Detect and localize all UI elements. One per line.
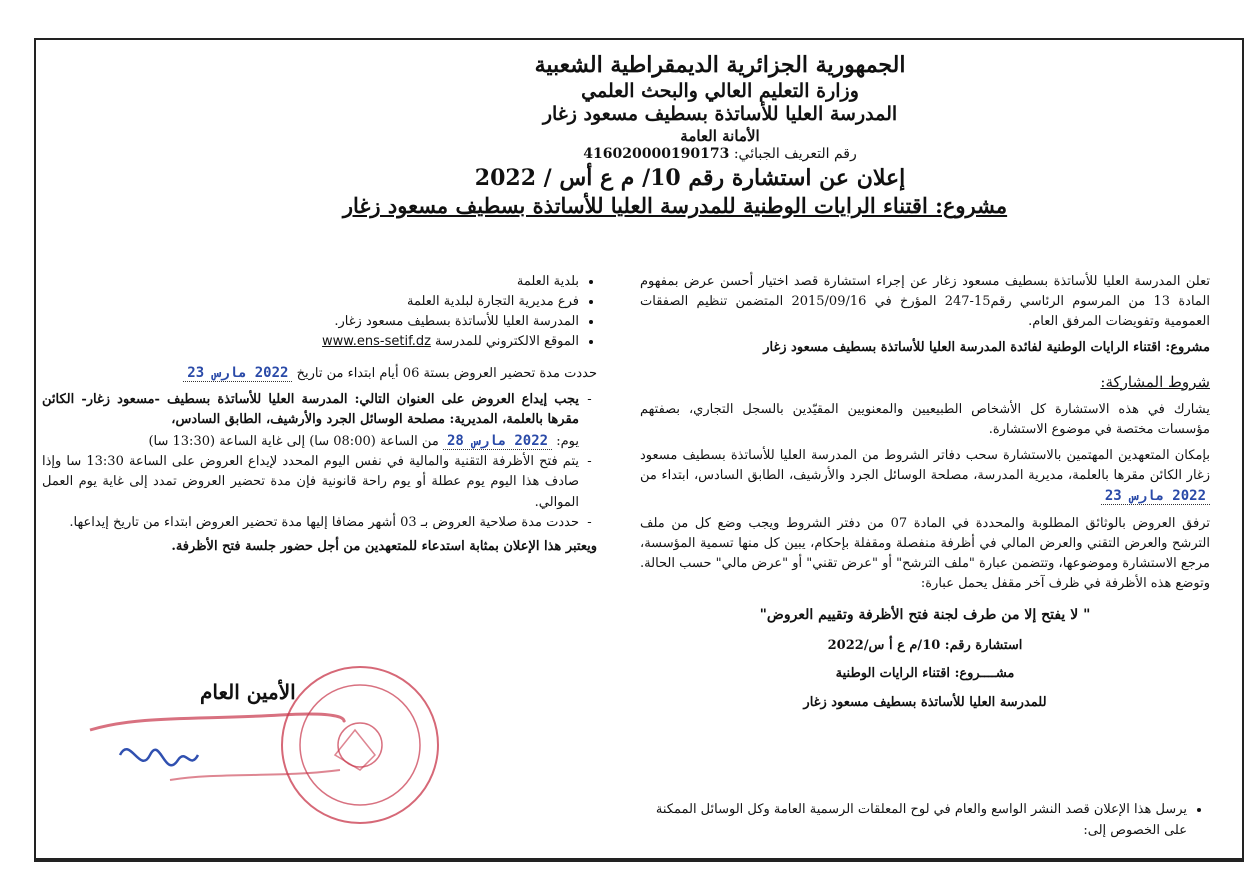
- project-title: مشروع: اقتناء الرايات الوطنية للمدرسة العليا للأساتذة بسطيف مسعود زغار: [342, 192, 1008, 218]
- conditions-title: شروط المشاركة:: [1100, 372, 1210, 391]
- duration-line: حددت مدة تحضير العروض بستة 06 أيام ابتداء من تاريخ 2022 مارس 23: [42, 363, 597, 385]
- tax-id: رقم التعريف الجبائي: 416020000190173: [583, 145, 857, 162]
- invitation-line: ويعتبر هذا الإعلان بمثابة استدعاء للمتعهدين من أجل حضور جلسة فتح الأظرفة.: [171, 538, 597, 554]
- conditions-paragraph: يشارك في هذه الاستشارة كل الأشخاص الطبيعيين والمعنويين المقيّدين بالسجل التجاري، بصفتهم مؤسسات مختصة في موضوع الاستشارة.: [640, 401, 1210, 437]
- intro-paragraph: تعلن المدرسة العليا للأساتذة بسطيف مسعود زغار عن إجراء استشارة قصد اختيار أحسن عرض بمفهوم المادة 13 من المرسوم الرئاسي رقم15-247 المؤرخ في 2015/09/16 المتضمن تنظيم الصفقات العمومية وتفويضات المرفق العام.: [640, 274, 1210, 330]
- deposit-date: 2022 مارس 28: [443, 433, 552, 450]
- list-item: • فرع مديرية التجارة لبلدية العلمة: [42, 292, 579, 312]
- school-title: المدرسة العليا للأساتذة بسطيف مسعود زغار: [542, 103, 898, 126]
- list-item: • الموقع الالكتروني للمدرسة www.ens-setif.dz: [42, 332, 579, 352]
- duration-date: 2022 مارس 23: [183, 365, 292, 382]
- consult-number: استشارة رقم: 10/م ع أ س/2022: [827, 638, 1023, 654]
- envelope-quote: " لا يفتح إلا من طرف لجنة فتح الأظرفة وتقييم العروض": [759, 606, 1091, 623]
- website-link[interactable]: www.ens-setif.dz: [322, 334, 431, 350]
- signature-title: الأمين العام: [200, 680, 296, 704]
- attach-paragraph: ترفق العروض بالوثائق المطلوبة والمحددة في المادة 07 من دفتر الشروط ويجب وضع كل من ملف الترشح والعرض التقني والعرض المالي في أظرفة منفصلة ومقفلة بإحكام، يبين كل منها تسمية المؤسسة، مرجع الاستشارة وموضوعها، وتتضمن عبارة "ملف الترشح" أو "عرض تقني" أو "عرض مالي" حسب الحالة. وتوضع هذه الأظرفة في ظرف آخر مقفل يحمل عبارة:: [640, 516, 1210, 592]
- withdraw-paragraph: بإمكان المتعهدين المهتمين بالاستشارة سحب دفاتر الشروط من المدرسة العليا للأساتذة بسطيف مسعود زغار الكائن مقرها بالعلمة، مديرية المدرسة، مصلحة الوسائل الجرد والأرشيف، الطابق السادس، ابتداء من 2022 مارس 23: [640, 448, 1210, 505]
- project-line: مشروع: اقتناء الرايات الوطنية لفائدة المدرسة العليا للأساتذة بسطيف مسعود زغار: [763, 340, 1210, 356]
- left-column: [42, 272, 597, 563]
- validity-item: - حددت مدة صلاحية العروض بـ 03 أشهر مضافا إليها مدة تحضير العروض ابتداء من تاريخ إيداعها.: [42, 513, 579, 533]
- list-item: • بلدية العلمة: [42, 272, 579, 292]
- project-short: مشــــروع: اقتناء الرايات الوطنية: [835, 666, 1015, 682]
- recipients-list: [42, 272, 597, 353]
- deposit-item: - يجب إيداع العروض على العنوان التالي: المدرسة العليا للأساتذة بسطيف -مسعود زغار- الكائن مقرها بالعلمة، المديرية: مصلحة الوسائل الجرد والأرشيف، الطابق السادس، يوم: 2022 مارس 28 من الساعة (08:00 سا) إلى غاية الساعة (13:30 سا): [42, 390, 579, 452]
- right-column: [640, 272, 1210, 719]
- ministry-title: وزارة التعليم العالي والبحث العلمي: [581, 79, 859, 102]
- withdraw-date: 2022 مارس 23: [1101, 488, 1210, 505]
- announcement-title: إعلان عن استشارة رقم 10/ م ع أس / 2022: [474, 165, 906, 192]
- school-short: للمدرسة العليا للأساتذة بسطيف مسعود زغار: [803, 694, 1047, 710]
- publish-note: • يرسل هذا الإعلان قصد النشر الواسع والعام في لوح المعلقات الرسمية العامة وكل الوسائل الممكنة على الخصوص إلى:: [640, 800, 1205, 842]
- department-title: الأمانة العامة: [680, 127, 760, 145]
- handwritten-signature-icon: [80, 700, 350, 800]
- republic-title: الجمهورية الجزائرية الديمقراطية الشعبية: [534, 52, 906, 78]
- letterhead: [0, 52, 1260, 219]
- opening-item: - يتم فتح الأظرفة التقنية والمالية في نفس اليوم المحدد لإيداع العروض على الساعة 13:30 سا وإذا صادف هذا اليوم يوم عطلة أو يوم راحة قانونية فإن مدة تحضير العروض تمدد إلى غاية يوم العمل الموالي.: [42, 452, 579, 512]
- list-item: • المدرسة العليا للأساتذة بسطيف مسعود زغار.: [42, 312, 579, 332]
